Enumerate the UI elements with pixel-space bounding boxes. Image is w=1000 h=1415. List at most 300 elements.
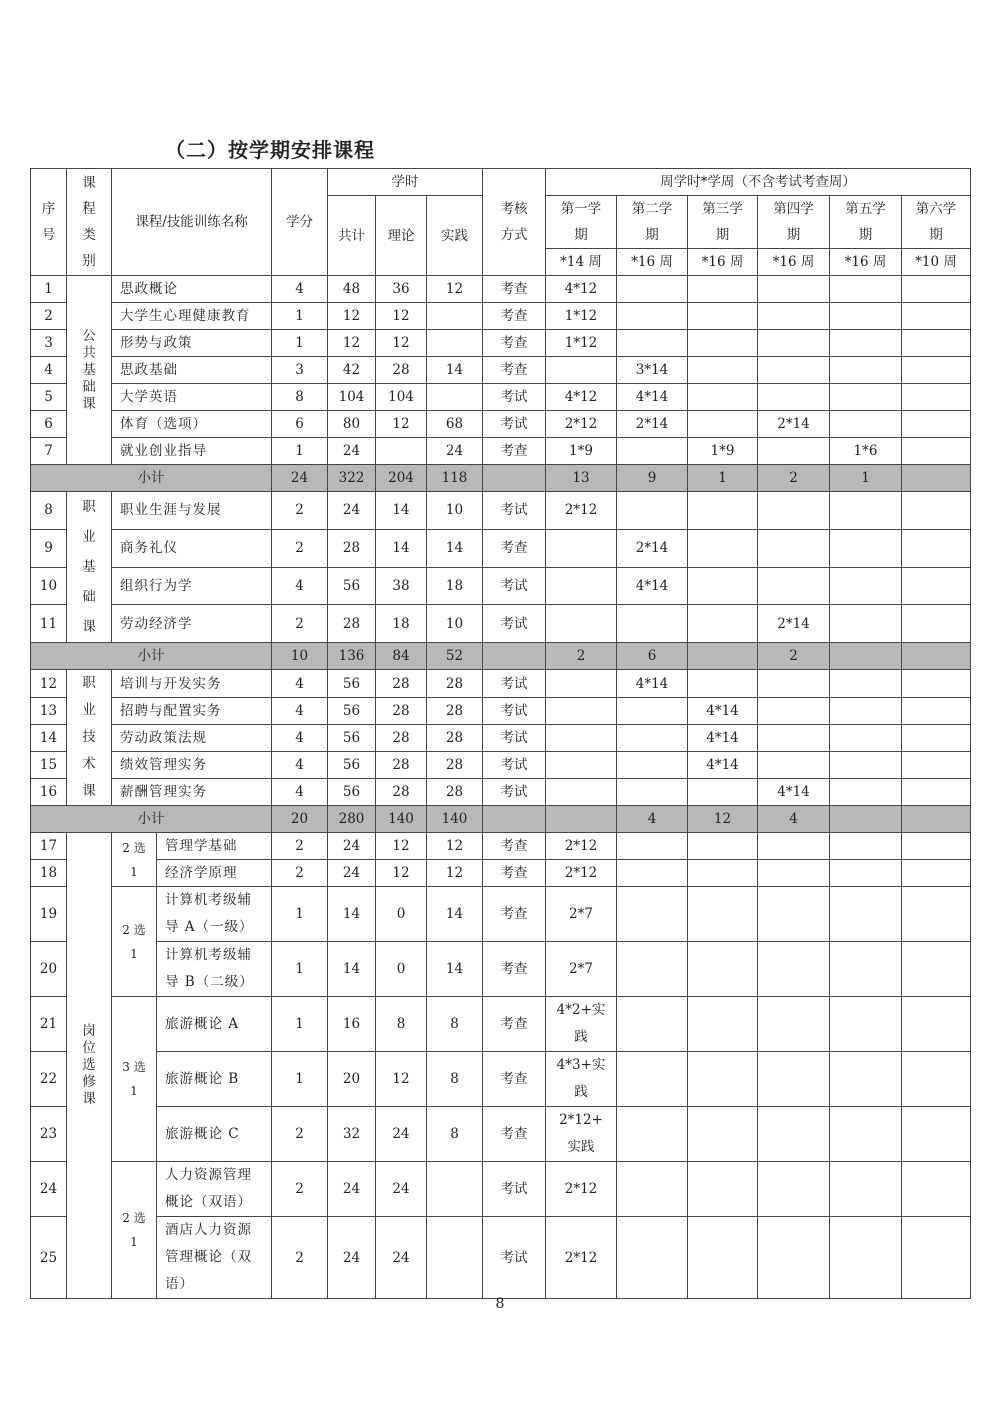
- course-credit: 4: [272, 698, 328, 725]
- course-row: [31, 1162, 971, 1217]
- subtotal-semester-4: 2: [758, 643, 830, 670]
- header-credit: 学分: [272, 169, 328, 276]
- course-credit: 2: [272, 860, 328, 887]
- header-assessment: 考核 方式: [483, 169, 546, 276]
- course-semester-4: [758, 1052, 830, 1107]
- category-char: 职: [82, 499, 96, 515]
- course-assessment: 考试: [483, 492, 546, 530]
- subtotal-semester-2: 4: [617, 806, 688, 833]
- course-semester-1-line: 践: [574, 1029, 588, 1045]
- course-hours-total: 56: [328, 567, 376, 605]
- course-name-line: 计算机考级辅: [165, 892, 252, 908]
- header-semester-4: 第四学 期: [758, 196, 830, 249]
- course-semester-2: [617, 1107, 688, 1162]
- subtotal-semester-1: [546, 806, 617, 833]
- course-row: [31, 438, 971, 465]
- course-row: [31, 1217, 971, 1299]
- course-hours-total: 20: [328, 1052, 376, 1107]
- course-semester-5: [830, 492, 902, 530]
- course-semester-6: [902, 567, 971, 605]
- subtotal-total: 136: [328, 643, 376, 670]
- course-credit: 4: [272, 670, 328, 698]
- course-credit: 4: [272, 752, 328, 779]
- course-semester-4: 4*14: [758, 779, 830, 806]
- course-semester-1: 1*9: [546, 438, 617, 465]
- header-semester-5: 第五学 期: [830, 196, 902, 249]
- course-semester-3: [688, 887, 758, 942]
- course-name-line: 概论（双语）: [165, 1194, 252, 1210]
- course-semester-3: [688, 411, 758, 438]
- course-row: [31, 357, 971, 384]
- header-weeks-6: *10 周: [902, 249, 971, 276]
- course-semester-5: [830, 567, 902, 605]
- course-hours-total: 56: [328, 779, 376, 806]
- course-semester-6: [902, 725, 971, 752]
- course-row: [31, 942, 971, 997]
- course-semester-4: [758, 384, 830, 411]
- course-semester-2: 4*14: [617, 384, 688, 411]
- course-seq: 20: [31, 942, 67, 997]
- subtotal-semester-2: 9: [617, 465, 688, 492]
- course-semester-5: [830, 529, 902, 567]
- course-semester-3: [688, 997, 758, 1052]
- course-hours-theory: 24: [376, 1217, 427, 1299]
- course-hours-practice: 14: [427, 357, 483, 384]
- course-semester-2: 2*14: [617, 529, 688, 567]
- course-credit: 1: [272, 303, 328, 330]
- subtotal-theory: 140: [376, 806, 427, 833]
- course-name: 旅游概论 C: [157, 1107, 272, 1162]
- course-hours-total: 24: [328, 492, 376, 530]
- course-semester-3: 4*14: [688, 752, 758, 779]
- header-weeks-2: *16 周: [617, 249, 688, 276]
- course-row: [31, 492, 971, 530]
- course-hours-practice: 28: [427, 670, 483, 698]
- course-semester-5: 1*6: [830, 438, 902, 465]
- course-hours-theory: 18: [376, 605, 427, 643]
- course-semester-1: [546, 1107, 617, 1162]
- page-number: 8: [495, 1296, 505, 1312]
- course-semester-1: [546, 698, 617, 725]
- course-hours-total: 32: [328, 1107, 376, 1162]
- choice-group-line: 3 选: [122, 1060, 146, 1074]
- category-elective: [67, 833, 112, 1299]
- subtotal-credit: 20: [272, 806, 328, 833]
- course-hours-total: 24: [328, 438, 376, 465]
- course-row: [31, 1052, 971, 1107]
- course-semester-2: [617, 698, 688, 725]
- course-semester-5: [830, 1107, 902, 1162]
- course-row: [31, 276, 971, 303]
- course-seq: 25: [31, 1217, 67, 1299]
- subtotal-semester-6: [902, 465, 971, 492]
- course-seq: 10: [31, 567, 67, 605]
- header-weekly-hours: 周学时*学周（不含考试考查周）: [546, 169, 971, 196]
- header-hours-total: 共计: [328, 196, 376, 276]
- course-hours-theory: 12: [376, 833, 427, 860]
- course-seq: 23: [31, 1107, 67, 1162]
- course-assessment: 考查: [483, 1107, 546, 1162]
- course-hours-total: 80: [328, 411, 376, 438]
- course-name: 组织行为学: [112, 567, 272, 605]
- course-name: [157, 1217, 272, 1299]
- course-hours-total: 28: [328, 605, 376, 643]
- course-row: [31, 529, 971, 567]
- course-assessment: 考试: [483, 605, 546, 643]
- course-assessment: 考试: [483, 384, 546, 411]
- category-char: 共: [82, 344, 96, 361]
- course-semester-4: [758, 725, 830, 752]
- header-semester-6: 第六学 期: [902, 196, 971, 249]
- course-credit: 2: [272, 605, 328, 643]
- course-hours-practice: [427, 1217, 483, 1299]
- choice-group-line: 1: [130, 1084, 138, 1098]
- course-row: [31, 670, 971, 698]
- course-name: 形势与政策: [112, 330, 272, 357]
- course-semester-6: [902, 411, 971, 438]
- course-hours-practice: 14: [427, 529, 483, 567]
- course-schedule-table: [30, 168, 971, 1299]
- course-semester-6: [902, 752, 971, 779]
- course-semester-5: [830, 698, 902, 725]
- course-name-line: 管理概论（双: [165, 1249, 252, 1265]
- course-name: 商务礼仪: [112, 529, 272, 567]
- course-hours-theory: 12: [376, 411, 427, 438]
- course-semester-5: [830, 303, 902, 330]
- course-assessment: 考试: [483, 779, 546, 806]
- course-hours-total: 16: [328, 997, 376, 1052]
- category-vocational-basic: [67, 492, 112, 643]
- course-semester-5: [830, 1217, 902, 1299]
- course-seq: 8: [31, 492, 67, 530]
- course-credit: 1: [272, 1052, 328, 1107]
- course-semester-3: [688, 605, 758, 643]
- course-assessment: 考查: [483, 438, 546, 465]
- course-credit: 4: [272, 567, 328, 605]
- course-semester-6: [902, 942, 971, 997]
- subtotal-assessment: [483, 806, 546, 833]
- course-semester-1: 4*12: [546, 276, 617, 303]
- course-row: [31, 779, 971, 806]
- course-seq: 6: [31, 411, 67, 438]
- header-weeks-4: *16 周: [758, 249, 830, 276]
- subtotal-assessment: [483, 643, 546, 670]
- course-hours-practice: 28: [427, 725, 483, 752]
- course-hours-total: 56: [328, 725, 376, 752]
- course-semester-6: [902, 357, 971, 384]
- course-hours-practice: 10: [427, 605, 483, 643]
- course-credit: 4: [272, 725, 328, 752]
- course-semester-6: [902, 303, 971, 330]
- course-semester-5: [830, 605, 902, 643]
- course-hours-practice: 8: [427, 997, 483, 1052]
- header-hours-practice: 实践: [427, 196, 483, 276]
- course-assessment: 考查: [483, 276, 546, 303]
- course-assessment: 考试: [483, 725, 546, 752]
- course-name: 体育（选项）: [112, 411, 272, 438]
- choice-group-g4: [112, 1162, 157, 1299]
- course-semester-1-line: 践: [574, 1084, 588, 1100]
- course-semester-6: [902, 860, 971, 887]
- category-char: 公: [82, 327, 96, 344]
- course-semester-2: [617, 1162, 688, 1217]
- course-semester-3: [688, 779, 758, 806]
- course-hours-practice: 24: [427, 438, 483, 465]
- course-semester-3: 4*14: [688, 698, 758, 725]
- course-semester-3: [688, 492, 758, 530]
- category-char: 技: [82, 729, 96, 745]
- subtotal-semester-1: 13: [546, 465, 617, 492]
- course-semester-5: [830, 276, 902, 303]
- course-hours-total: 56: [328, 698, 376, 725]
- course-semester-3: [688, 1217, 758, 1299]
- course-seq: 9: [31, 529, 67, 567]
- header-weeks-5: *16 周: [830, 249, 902, 276]
- header-weeks-1: *14 周: [546, 249, 617, 276]
- course-name: 旅游概论 B: [157, 1052, 272, 1107]
- course-credit: 1: [272, 887, 328, 942]
- category-char: 课: [82, 619, 96, 635]
- course-semester-1: [546, 779, 617, 806]
- course-hours-theory: 24: [376, 1162, 427, 1217]
- header-hours: 学时: [328, 169, 483, 196]
- header-semester-2: 第二学 期: [617, 196, 688, 249]
- course-semester-3: [688, 276, 758, 303]
- subtotal-total: 280: [328, 806, 376, 833]
- category-char: 修: [82, 1074, 96, 1090]
- course-name: [157, 887, 272, 942]
- subtotal-label: 小计: [31, 465, 272, 492]
- course-semester-3: [688, 1162, 758, 1217]
- course-seq: 17: [31, 833, 67, 860]
- course-assessment: 考试: [483, 698, 546, 725]
- course-hours-total: 24: [328, 833, 376, 860]
- course-row: [31, 605, 971, 643]
- course-semester-5: [830, 833, 902, 860]
- course-semester-2: [617, 779, 688, 806]
- subtotal-row: [31, 806, 971, 833]
- course-row: [31, 1107, 971, 1162]
- course-hours-total: 12: [328, 330, 376, 357]
- course-semester-3: 4*14: [688, 725, 758, 752]
- course-semester-2: [617, 605, 688, 643]
- course-hours-theory: 14: [376, 529, 427, 567]
- course-semester-6: [902, 330, 971, 357]
- course-assessment: 考试: [483, 670, 546, 698]
- course-credit: 6: [272, 411, 328, 438]
- course-semester-6: [902, 438, 971, 465]
- subtotal-semester-5: [830, 643, 902, 670]
- course-seq: 13: [31, 698, 67, 725]
- course-semester-2: 2*14: [617, 411, 688, 438]
- course-semester-1: 2*12: [546, 833, 617, 860]
- course-seq: 24: [31, 1162, 67, 1217]
- course-semester-5: [830, 860, 902, 887]
- course-semester-6: [902, 833, 971, 860]
- course-semester-6: [902, 492, 971, 530]
- course-hours-theory: 28: [376, 752, 427, 779]
- subtotal-semester-4: 2: [758, 465, 830, 492]
- subtotal-row: [31, 643, 971, 670]
- category-char: 术: [82, 756, 96, 772]
- course-semester-4: [758, 438, 830, 465]
- course-hours-practice: 14: [427, 887, 483, 942]
- course-semester-4: [758, 887, 830, 942]
- course-row: [31, 303, 971, 330]
- course-semester-6: [902, 887, 971, 942]
- course-hours-practice: 14: [427, 942, 483, 997]
- course-semester-6: [902, 1217, 971, 1299]
- course-semester-5: [830, 330, 902, 357]
- course-semester-6: [902, 997, 971, 1052]
- course-assessment: 考查: [483, 529, 546, 567]
- course-semester-6: [902, 779, 971, 806]
- course-name: 培训与开发实务: [112, 670, 272, 698]
- subtotal-practice: 140: [427, 806, 483, 833]
- course-hours-theory: 24: [376, 1107, 427, 1162]
- course-semester-5: [830, 411, 902, 438]
- course-row: [31, 997, 971, 1052]
- category-char: 岗: [82, 1023, 96, 1039]
- course-row: [31, 860, 971, 887]
- course-semester-1: [546, 752, 617, 779]
- choice-group-line: 2 选: [122, 840, 146, 855]
- course-semester-1: 2*12: [546, 860, 617, 887]
- subtotal-semester-3: 1: [688, 465, 758, 492]
- course-semester-6: [902, 276, 971, 303]
- course-semester-1: 2*12: [546, 1162, 617, 1217]
- choice-group-line: 1: [130, 946, 138, 961]
- course-seq: 1: [31, 276, 67, 303]
- course-semester-1: [546, 725, 617, 752]
- course-seq: 7: [31, 438, 67, 465]
- subtotal-semester-1: 2: [546, 643, 617, 670]
- course-semester-2: [617, 438, 688, 465]
- course-assessment: 考查: [483, 860, 546, 887]
- choice-group-g3: [112, 997, 157, 1162]
- course-assessment: 考查: [483, 330, 546, 357]
- course-credit: 2: [272, 833, 328, 860]
- course-semester-4: 2*14: [758, 411, 830, 438]
- course-semester-1-line: 实践: [567, 1139, 595, 1155]
- subtotal-credit: 24: [272, 465, 328, 492]
- course-hours-theory: [376, 438, 427, 465]
- course-semester-2: [617, 997, 688, 1052]
- course-name-line: 人力资源管理: [165, 1167, 252, 1183]
- course-semester-2: [617, 752, 688, 779]
- course-name: [157, 942, 272, 997]
- course-seq: 18: [31, 860, 67, 887]
- category-char: 课: [82, 395, 96, 412]
- course-semester-5: [830, 670, 902, 698]
- course-hours-practice: [427, 330, 483, 357]
- course-hours-theory: 0: [376, 887, 427, 942]
- course-hours-practice: [427, 384, 483, 411]
- course-semester-5: [830, 1052, 902, 1107]
- course-seq: 16: [31, 779, 67, 806]
- course-hours-total: 56: [328, 670, 376, 698]
- category-char: 基: [82, 361, 96, 378]
- course-assessment: 考查: [483, 833, 546, 860]
- course-assessment: 考查: [483, 357, 546, 384]
- course-semester-3: [688, 670, 758, 698]
- course-semester-3: [688, 384, 758, 411]
- course-row: [31, 384, 971, 411]
- course-credit: 2: [272, 492, 328, 530]
- subtotal-theory: 84: [376, 643, 427, 670]
- course-semester-4: [758, 752, 830, 779]
- course-seq: 19: [31, 887, 67, 942]
- course-name: 绩效管理实务: [112, 752, 272, 779]
- category-char: 基: [82, 559, 96, 575]
- course-name: 大学英语: [112, 384, 272, 411]
- course-seq: 3: [31, 330, 67, 357]
- course-assessment: 考查: [483, 942, 546, 997]
- course-hours-total: 12: [328, 303, 376, 330]
- course-hours-total: 48: [328, 276, 376, 303]
- course-name: 思政基础: [112, 357, 272, 384]
- course-semester-1: [546, 357, 617, 384]
- course-semester-1: 4*12: [546, 384, 617, 411]
- course-name: 大学生心理健康教育: [112, 303, 272, 330]
- course-name: 职业生涯与发展: [112, 492, 272, 530]
- category-char: 选: [82, 1057, 96, 1073]
- subtotal-semester-5: 1: [830, 465, 902, 492]
- course-hours-theory: 28: [376, 357, 427, 384]
- course-semester-4: [758, 698, 830, 725]
- course-semester-2: 4*14: [617, 567, 688, 605]
- course-hours-theory: 28: [376, 779, 427, 806]
- course-semester-1-line: 4*3+实: [556, 1057, 606, 1073]
- header-semester-1: 第一学 期: [546, 196, 617, 249]
- choice-group-line: 1: [130, 864, 138, 879]
- course-credit: 1: [272, 438, 328, 465]
- course-seq: 21: [31, 997, 67, 1052]
- course-semester-4: [758, 1162, 830, 1217]
- course-assessment: 考查: [483, 887, 546, 942]
- course-credit: 2: [272, 1107, 328, 1162]
- course-name: 经济学原理: [157, 860, 272, 887]
- course-semester-3: [688, 942, 758, 997]
- course-hours-practice: 28: [427, 752, 483, 779]
- course-semester-6: [902, 698, 971, 725]
- course-semester-4: [758, 1217, 830, 1299]
- course-name-line: 导 B（二级）: [165, 974, 254, 990]
- course-seq: 2: [31, 303, 67, 330]
- choice-group-line: 2 选: [122, 1211, 146, 1225]
- course-semester-1: 2*12: [546, 1217, 617, 1299]
- course-credit: 1: [272, 330, 328, 357]
- choice-group-line: 2 选: [122, 922, 146, 937]
- subtotal-semester-6: [902, 643, 971, 670]
- course-semester-2: [617, 942, 688, 997]
- course-hours-total: 56: [328, 752, 376, 779]
- course-semester-4: [758, 303, 830, 330]
- course-hours-theory: 12: [376, 303, 427, 330]
- category-char: 职: [82, 675, 96, 691]
- subtotal-semester-3: [688, 643, 758, 670]
- course-hours-theory: 14: [376, 492, 427, 530]
- course-semester-3: [688, 1052, 758, 1107]
- course-semester-6: [902, 529, 971, 567]
- course-semester-2: [617, 330, 688, 357]
- course-name-line: 语）: [165, 1276, 194, 1292]
- subtotal-practice: 52: [427, 643, 483, 670]
- course-semester-4: [758, 860, 830, 887]
- course-semester-3: [688, 833, 758, 860]
- course-hours-theory: 28: [376, 670, 427, 698]
- subtotal-semester-3: 12: [688, 806, 758, 833]
